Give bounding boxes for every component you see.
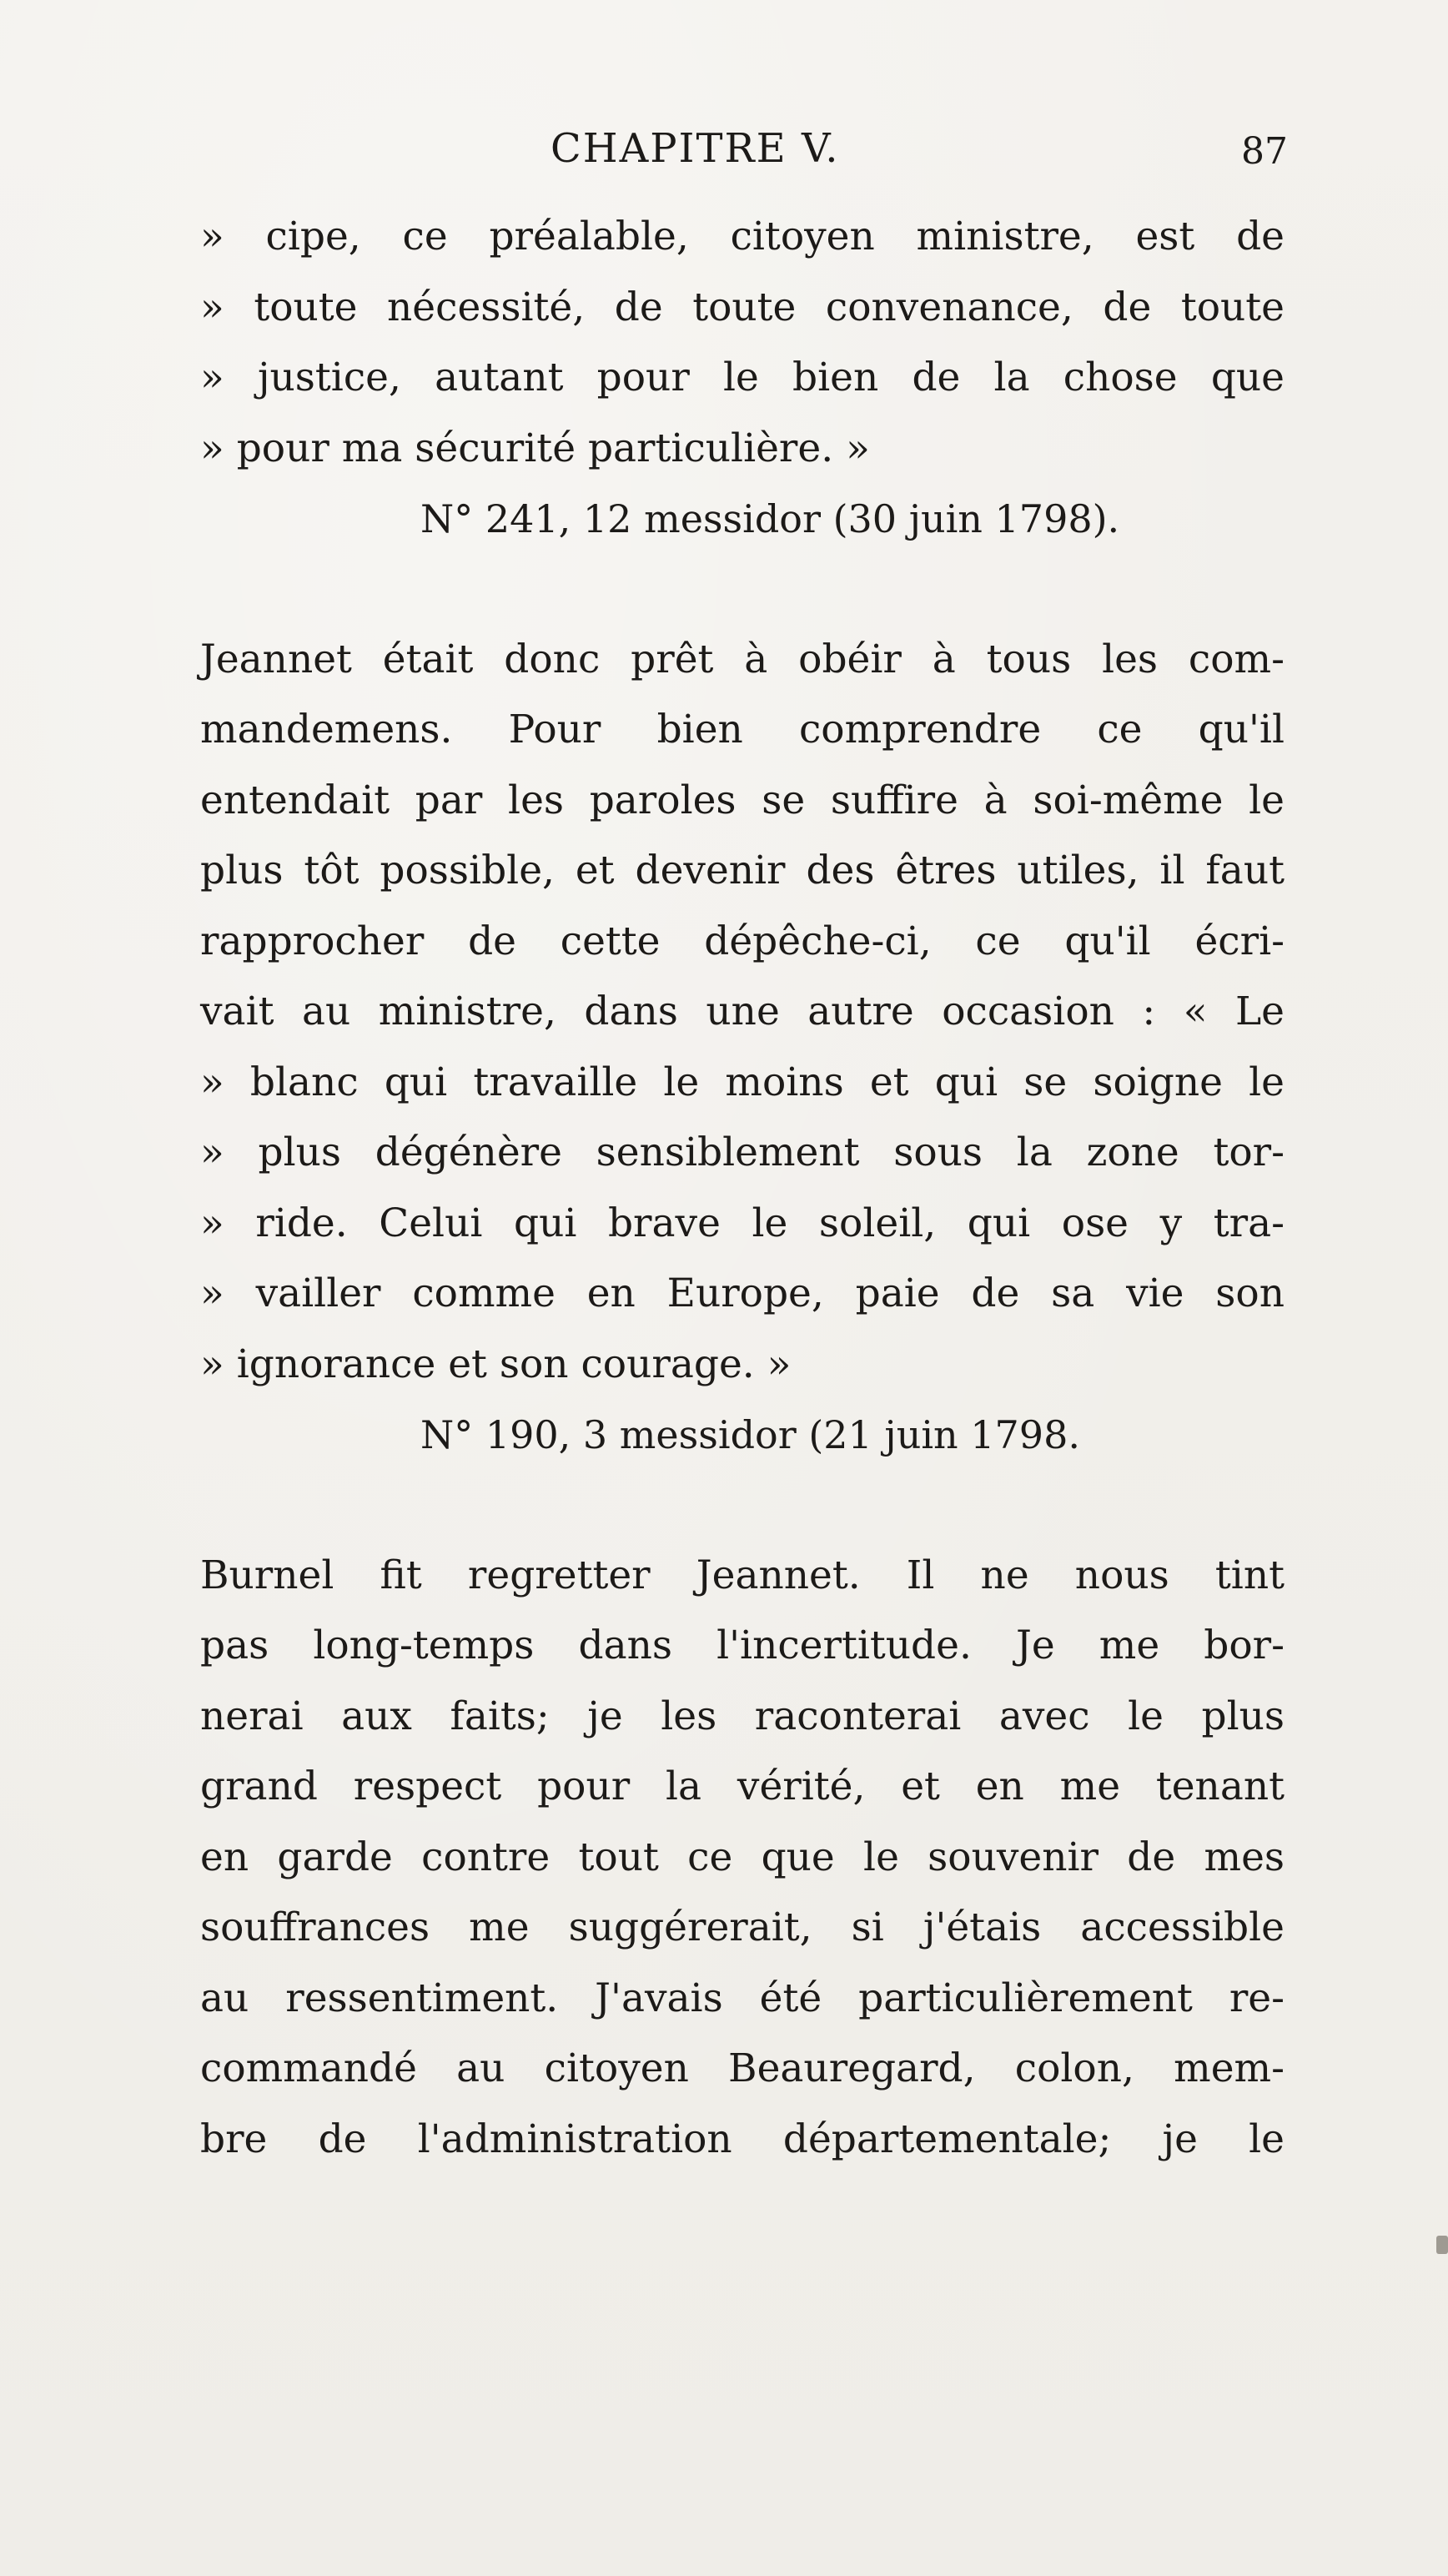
text-line: » vailler comme en Europe, paie de sa vie son	[200, 1270, 1285, 1316]
text-line: Burnel fit regretter Jeannet. Il ne nous tint	[200, 1552, 1285, 1598]
text-line: entendait par les paroles se suffire à soi-même le	[200, 777, 1285, 823]
dispatch-reference: N° 241, 12 messidor (30 juin 1798).	[420, 496, 1120, 541]
text-line: bre de l'administration départementale; je le	[200, 2116, 1285, 2162]
page-header	[0, 125, 1448, 184]
text-line: » cipe, ce préalable, citoyen ministre, est de	[200, 214, 1285, 259]
text-line: commandé au citoyen Beauregard, colon, mem-	[200, 2045, 1285, 2091]
text-line: » blanc qui travaille le moins et qui se soigne le	[200, 1059, 1285, 1105]
text-line: plus tôt possible, et devenir des êtres utiles, il faut	[200, 848, 1285, 893]
text-line: mandemens. Pour bien comprendre ce qu'il	[200, 707, 1285, 752]
dispatch-reference: N° 190, 3 messidor (21 juin 1798.	[420, 1412, 1080, 1457]
text-line: en garde contre tout ce que le souvenir de mes	[200, 1834, 1285, 1880]
body-text	[200, 202, 1285, 2175]
text-line: souffrances me suggérerait, si j'étais accessible	[200, 1904, 1285, 1950]
page-edge-mark	[1436, 2236, 1448, 2254]
text-line: » toute nécessité, de toute convenance, de toute	[200, 284, 1285, 330]
text-line: » ignorance et son courage. »	[200, 1341, 792, 1387]
text-line	[200, 625, 1285, 696]
text-line: grand respect pour la vérité, et en me tenant	[200, 1763, 1285, 1809]
text-line: » ride. Celui qui brave le soleil, qui ose y tra-	[200, 1200, 1285, 1246]
text-line-content: Jeannet était donc prêt à obéir à tous les com-	[200, 636, 1285, 682]
text-line: » justice, autant pour le bien de la chose que	[200, 355, 1285, 400]
paragraph-gap	[200, 555, 1285, 625]
text-line: » plus dégénère sensiblement sous la zone tor-	[200, 1130, 1285, 1175]
text-line: rapprocher de cette dépêche-ci, ce qu'il écri-	[200, 918, 1285, 964]
text-line: nerai aux faits; je les raconterai avec le plus	[200, 1693, 1285, 1739]
page-number: 87	[1241, 130, 1288, 173]
text-line: au ressentiment. J'avais été particulièrement re-	[200, 1975, 1285, 2021]
running-head: CHAPITRE V.	[551, 125, 840, 172]
text-line: pas long-temps dans l'incertitude. Je me bor-	[200, 1623, 1285, 1668]
paragraph-gap	[200, 1471, 1285, 1541]
text-line: » pour ma sécurité particulière. »	[200, 425, 870, 471]
text-line: vait au ministre, dans une autre occasion : « Le	[200, 989, 1285, 1034]
